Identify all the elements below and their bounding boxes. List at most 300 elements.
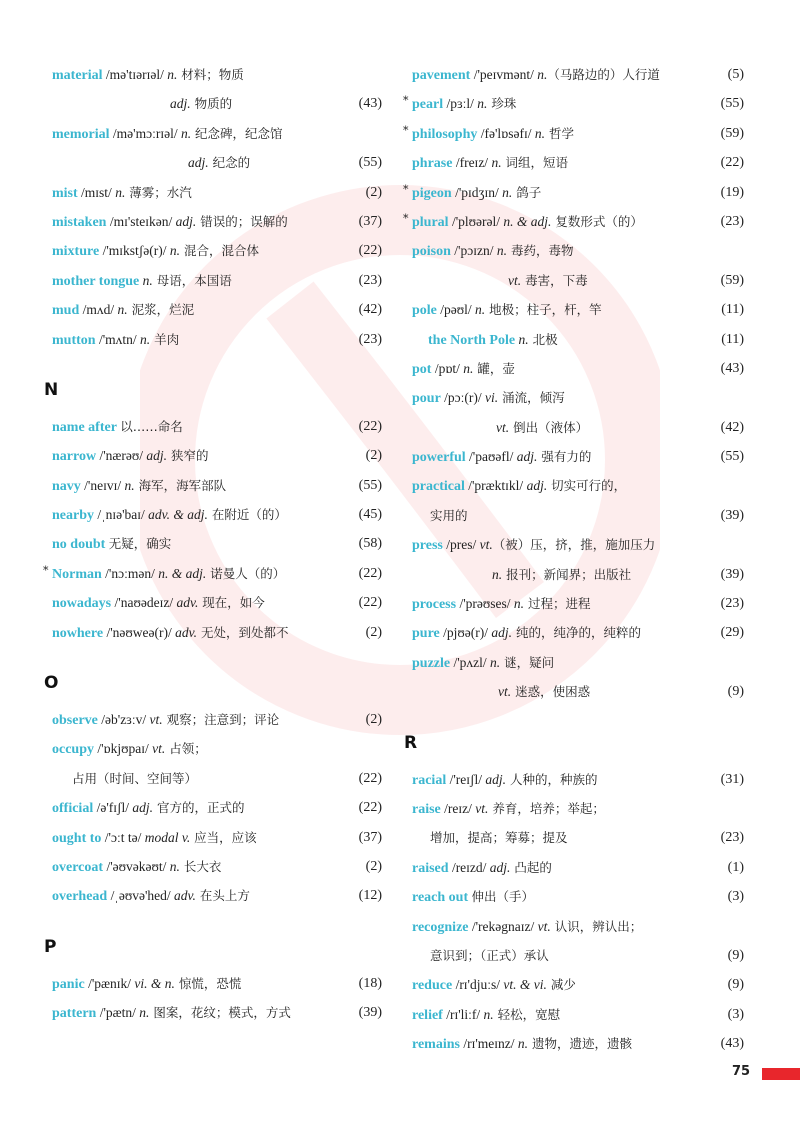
headword: overhead (52, 889, 108, 905)
section-letter-p: P (44, 936, 57, 957)
page-number: 75 (732, 1064, 751, 1079)
part-of-speech: n. (140, 331, 151, 347)
unit-reference: (22) (358, 565, 382, 581)
phonetic: /əb'zɜːv/ (97, 712, 150, 728)
phonetic: /'ɔːt tə/ (101, 829, 145, 845)
part-of-speech: vt. (479, 537, 493, 553)
unit-reference: (3) (727, 1006, 744, 1022)
phonetic: /freɪz/ (452, 155, 492, 171)
phonetic: /'præktɪkl/ (464, 478, 527, 494)
entry-continuation (412, 941, 744, 970)
part-of-speech: adj. (526, 478, 548, 494)
vocab-entry (412, 325, 744, 354)
definition: 珍珠 (487, 96, 517, 112)
part-of-speech: n. (534, 125, 545, 141)
phonetic: /pɜːl/ (443, 96, 478, 112)
part-of-speech: vt. (508, 272, 522, 288)
unit-reference: (42) (358, 302, 382, 318)
part-of-speech: vt. & vi. (503, 977, 547, 993)
headword: powerful (412, 450, 466, 466)
vocab-entry (52, 823, 382, 852)
headword: nowhere (52, 625, 104, 641)
part-of-speech: n. (518, 331, 529, 347)
vocab-entry (412, 882, 744, 911)
vocab-entry (52, 441, 382, 470)
headword: pattern (52, 1006, 97, 1022)
part-of-speech: n. (490, 654, 501, 670)
definition: 毒药，毒物 (506, 243, 574, 259)
headword: the North Pole (428, 332, 516, 348)
definition: 过程；进程 (524, 596, 591, 612)
definition: 词组，短语 (501, 155, 569, 171)
vocab-entry (403, 178, 744, 207)
vocab-entry (412, 853, 744, 882)
part-of-speech: n. (537, 67, 548, 82)
unit-reference: (43) (358, 96, 382, 112)
headword: pole (412, 303, 437, 319)
unit-reference: (3) (727, 889, 744, 905)
definition: （被）压，挤，推，施加压力 (492, 537, 656, 553)
phonetic: /'nærəʊ/ (96, 448, 147, 464)
unit-reference: (39) (720, 507, 744, 523)
headword: reduce (412, 978, 453, 994)
definition: 地极；柱子，杆，竿 (485, 302, 602, 318)
part-of-speech: adj. (489, 859, 511, 875)
definition: 薄雾；水汽 (125, 184, 192, 200)
definition: 海军，海军部队 (134, 477, 227, 493)
unit-reference: (23) (358, 272, 382, 288)
headword: racial (412, 772, 447, 788)
phonetic: /'naʊədeɪz/ (111, 595, 177, 611)
vocab-entry (412, 765, 744, 794)
definition: 无处，到处都不 (197, 624, 289, 640)
vocab-entry (412, 471, 744, 500)
part-of-speech: n. (124, 477, 135, 493)
phonetic: /mɪst/ (77, 184, 116, 200)
part-of-speech: adv. (175, 624, 198, 640)
definition: 哲学 (544, 125, 574, 141)
vocab-entry (412, 236, 744, 265)
phonetic: /ˌnɪə'baɪ/ (94, 507, 149, 523)
vocab-entry (52, 852, 382, 881)
vocab-entry (52, 588, 382, 617)
headword: mud (52, 303, 80, 319)
headword: nearby (52, 508, 94, 524)
headword: philosophy (412, 126, 478, 142)
part-of-speech: vt. (152, 741, 166, 757)
unit-reference: (23) (720, 213, 744, 229)
part-of-speech: adj. (485, 771, 507, 787)
vocab-entry (412, 618, 744, 647)
definition: 观察；注意到；评论 (162, 712, 280, 728)
part-of-speech: n. (142, 272, 153, 288)
phonetic: /'pʌzl/ (450, 654, 491, 670)
unit-reference: (22) (720, 155, 744, 171)
part-of-speech: n. (169, 858, 180, 874)
entry-continuation (412, 266, 744, 295)
part-of-speech: vi. & n. (134, 975, 175, 991)
vocab-entry (412, 648, 744, 677)
definition: 北极 (528, 331, 558, 347)
definition: 毒害，下毒 (521, 272, 588, 288)
vocab-entry (412, 530, 744, 559)
vocab-entry (52, 266, 382, 295)
part-of-speech: vt. (496, 419, 510, 435)
definition: 凸起的 (510, 859, 552, 875)
entry-continuation (52, 89, 382, 118)
unit-reference: (11) (721, 331, 744, 347)
definition: 在头上方 (195, 888, 250, 904)
unit-reference: (1) (727, 859, 744, 875)
phonetic: /pjʊə(r)/ (439, 625, 492, 641)
vocab-entry (52, 471, 382, 500)
part-of-speech: n. (513, 596, 525, 612)
unit-reference: (9) (727, 684, 744, 700)
part-of-speech: n. (492, 566, 503, 582)
part-of-speech: vt. (498, 684, 512, 700)
definition: 迷惑，使困惑 (511, 684, 591, 700)
part-of-speech: adv. (174, 888, 196, 904)
phonetic: /pres/ (442, 537, 480, 553)
definition: 切实可行的， (547, 478, 627, 494)
headword: narrow (52, 449, 97, 465)
vocab-entry (43, 559, 382, 588)
definition: 长大衣 (179, 858, 222, 874)
definition: 应当，应该 (190, 829, 257, 845)
vocab-entry (52, 325, 382, 354)
phonetic: /reɪzd/ (448, 859, 490, 875)
definition: 狭窄的 (167, 448, 209, 464)
unit-reference: (59) (720, 272, 744, 288)
unit-reference: (9) (727, 977, 744, 993)
part-of-speech: n. (517, 1036, 529, 1052)
asterisk-mark: * (403, 123, 409, 137)
section-letter-n: N (44, 379, 59, 400)
unit-reference: (5) (727, 67, 744, 82)
phonetic: /'prəʊses/ (456, 596, 514, 612)
unit-reference: (2) (365, 712, 382, 728)
headword: navy (52, 478, 81, 494)
part-of-speech: adj. (516, 449, 538, 465)
definition: 减少 (546, 977, 576, 993)
headword: relief (412, 1007, 443, 1023)
vocab-entry (52, 618, 382, 647)
headword: plural (412, 214, 449, 230)
unit-reference: (43) (720, 1036, 744, 1052)
unit-reference: (37) (358, 213, 382, 229)
headword: no doubt (52, 537, 106, 553)
part-of-speech: adj. (175, 213, 197, 229)
headword: mistaken (52, 214, 107, 230)
entry-continuation (412, 823, 744, 852)
vocab-entry (52, 119, 382, 148)
entry-continuation (412, 560, 744, 589)
part-of-speech: adj. (170, 96, 191, 112)
asterisk-mark: * (403, 94, 409, 108)
unit-reference: (18) (358, 975, 382, 991)
definition: 实用的 (430, 507, 468, 523)
headword: official (52, 801, 94, 817)
vocab-entry (52, 236, 382, 265)
unit-reference: (45) (358, 507, 382, 523)
unit-reference: (31) (720, 771, 744, 787)
vocab-entry (52, 969, 382, 998)
phonetic: /rɪ'liːf/ (442, 1006, 484, 1022)
headword: mother tongue (52, 273, 140, 289)
part-of-speech: n. & adj. (158, 565, 207, 581)
phonetic: /pɒt/ (431, 360, 464, 376)
unit-reference: (59) (720, 125, 744, 141)
unit-reference: (2) (365, 184, 382, 200)
phonetic: /'nəʊweə(r)/ (103, 624, 176, 640)
unit-reference: (9) (727, 947, 744, 963)
unit-reference: (22) (358, 800, 382, 816)
part-of-speech: n. (180, 125, 192, 141)
unit-reference: (19) (720, 184, 744, 200)
definition: 涌流，倾泻 (498, 390, 565, 406)
part-of-speech: adj. (188, 155, 209, 171)
headword: mixture (52, 244, 100, 260)
unit-reference: (23) (358, 331, 382, 347)
vocab-entry (52, 500, 382, 529)
unit-reference: (42) (720, 419, 744, 435)
definition: 增加，提高；筹募；提及 (430, 830, 568, 846)
unit-reference: (22) (358, 243, 382, 259)
phonetic: /mə'tɪərɪəl/ (102, 67, 168, 82)
phonetic: /'mɪkstʃə(r)/ (99, 243, 170, 259)
part-of-speech: n. (483, 1006, 494, 1022)
phonetic: /'reɪʃl/ (446, 771, 486, 787)
part-of-speech: vi. (485, 390, 499, 406)
unit-reference: (58) (358, 536, 382, 552)
headword: puzzle (412, 655, 451, 671)
definition: 倒出（液体） (509, 419, 589, 435)
asterisk-mark: * (403, 182, 409, 196)
phonetic: /ə'fɪʃl/ (93, 800, 133, 816)
phonetic: /pəʊl/ (436, 302, 476, 318)
definition: （马路边的）人行道 (547, 67, 660, 82)
vocab-entry (412, 148, 744, 177)
unit-reference: (55) (720, 449, 744, 465)
unit-reference: (39) (720, 566, 744, 582)
headword: pure (412, 626, 440, 642)
definition: 罐，壶 (473, 360, 515, 376)
definition: 惊慌，恐慌 (174, 975, 242, 991)
definition: 遗物，遗迹，遗骸 (528, 1036, 632, 1052)
asterisk-mark: * (403, 211, 409, 225)
section-letter-o: O (44, 673, 59, 694)
definition: 无疑，确实 (108, 536, 172, 552)
definition: 母语，本国语 (152, 272, 232, 288)
phonetic: /'paʊəfl/ (465, 449, 517, 465)
definition: 在附近（的） (207, 507, 287, 523)
vocab-entry (412, 383, 744, 412)
definition: 错误的；误解的 (196, 213, 288, 229)
vocab-entry (412, 1029, 744, 1058)
vocab-entry (403, 207, 744, 236)
phonetic: /rɪ'meɪnz/ (459, 1036, 518, 1052)
vocab-entry (52, 207, 382, 236)
headword: practical (412, 479, 465, 495)
part-of-speech: adj. (491, 625, 513, 641)
phonetic: /'pænɪk/ (84, 975, 135, 991)
headword: pigeon (412, 185, 452, 201)
entry-continuation (52, 148, 382, 177)
page-footer (732, 1064, 800, 1084)
headword: reach out (412, 890, 469, 906)
phonetic: /'peɪvmənt/ (470, 67, 538, 82)
definition: 材料；物质 (177, 67, 244, 82)
headword: material (52, 68, 103, 83)
entry-continuation (412, 413, 744, 442)
definition: 报刊；新闻界；出版社 (502, 566, 632, 582)
part-of-speech: adv. (176, 595, 199, 611)
phonetic: /'pætn/ (96, 1005, 140, 1021)
definition: 诺曼人（的） (206, 565, 286, 581)
headword: recognize (412, 919, 469, 935)
headword: raised (412, 860, 449, 876)
entry-continuation (412, 501, 744, 530)
unit-reference: (37) (358, 829, 382, 845)
phonetic: /'pɔɪzn/ (450, 243, 497, 259)
phonetic: /'pɪdʒɪn/ (451, 184, 503, 200)
definition: 羊肉 (150, 331, 180, 347)
part-of-speech: n. & adj. (503, 213, 552, 229)
part-of-speech: n. (502, 184, 513, 200)
unit-reference: (22) (358, 418, 382, 434)
part-of-speech: n. (477, 96, 488, 112)
phonetic: /'əʊvəkəʊt/ (103, 858, 170, 874)
phonetic: /reɪz/ (440, 800, 476, 816)
vocab-entry (52, 705, 382, 734)
definition: 以……命名 (120, 418, 183, 434)
definition: 意识到；（正式）承认 (430, 947, 549, 963)
headword: panic (52, 976, 85, 992)
headword: name after (52, 419, 117, 435)
vocab-entry (412, 970, 744, 999)
vocab-entry (412, 295, 744, 324)
definition: 纯的，纯净的，纯粹的 (512, 625, 642, 641)
phonetic: /mɪ'steɪkən/ (106, 213, 176, 229)
headword: observe (52, 713, 98, 729)
phonetic: /'rekəgnaɪz/ (468, 918, 538, 934)
unit-reference: (55) (358, 477, 382, 493)
vocab-entry (412, 1000, 744, 1029)
definition: 官方的，正式的 (153, 800, 245, 816)
headword: nowadays (52, 596, 112, 612)
vocab-entry (412, 912, 744, 941)
vocab-entry (52, 60, 382, 89)
vocab-entry (412, 354, 744, 383)
entry-continuation (412, 677, 744, 706)
part-of-speech: adj. (132, 800, 154, 816)
phonetic: /mʌd/ (79, 302, 118, 318)
unit-reference: (39) (358, 1005, 382, 1021)
headword: pour (412, 391, 441, 407)
definition: 复数形式（的） (551, 213, 643, 229)
definition: 谜，疑问 (500, 654, 555, 670)
definition: 图案，花纹；模式，方式 (149, 1005, 291, 1021)
page-marker-bar (762, 1068, 800, 1080)
unit-reference: (2) (365, 624, 382, 640)
definition: 认识，辨认出； (550, 918, 643, 934)
vocab-entry (412, 60, 744, 89)
headword: raise (412, 801, 441, 817)
phonetic: /rɪ'djuːs/ (452, 977, 504, 993)
definition: 伸出（手） (471, 889, 535, 905)
headword: pot (412, 361, 432, 377)
headword: mist (52, 185, 78, 201)
part-of-speech: n. (496, 243, 507, 259)
asterisk-mark: * (43, 563, 49, 577)
part-of-speech: vt. (537, 918, 551, 934)
unit-reference: (55) (358, 155, 382, 171)
definition: 鸽子 (512, 184, 542, 200)
right-column (403, 60, 744, 1059)
vocab-entry (52, 881, 382, 910)
vocab-entry (403, 119, 744, 148)
definition: 人种的，种族的 (506, 771, 598, 787)
definition: 占用（时间、空间等） (72, 770, 198, 786)
definition: 占领； (165, 741, 207, 757)
vocab-entry (52, 793, 382, 822)
vocab-entry (52, 295, 382, 324)
unit-reference: (22) (358, 595, 382, 611)
vocab-entry (412, 589, 744, 618)
headword: phrase (412, 156, 453, 172)
part-of-speech: n. (463, 360, 474, 376)
definition: 现在，如今 (198, 595, 265, 611)
unit-reference: (23) (720, 596, 744, 612)
part-of-speech: n. (475, 302, 486, 318)
part-of-speech: n. (491, 155, 502, 171)
part-of-speech: n. (169, 243, 180, 259)
definition: 混合，混合体 (179, 243, 259, 259)
headword: poison (412, 244, 451, 260)
vocab-entry (52, 998, 382, 1027)
definition: 强有力的 (537, 449, 592, 465)
vocab-entry (52, 529, 382, 558)
entry-continuation (52, 764, 382, 793)
left-column (43, 60, 382, 1028)
part-of-speech: adj. (146, 448, 168, 464)
phonetic: /'nɔːmən/ (101, 565, 159, 581)
headword: ought to (52, 830, 102, 846)
part-of-speech: vt. (149, 712, 163, 728)
vocab-entry (52, 178, 382, 207)
headword: remains (412, 1037, 460, 1053)
part-of-speech: n. (117, 302, 128, 318)
part-of-speech: n. (115, 184, 126, 200)
phonetic: /'neɪvɪ/ (80, 477, 125, 493)
definition: 养育，培养；举起； (488, 800, 605, 816)
headword: occupy (52, 742, 94, 758)
vocab-entry (412, 794, 744, 823)
unit-reference: (12) (358, 888, 382, 904)
part-of-speech: vt. (475, 800, 489, 816)
phonetic: /'mʌtn/ (95, 331, 140, 347)
unit-reference: (11) (721, 302, 744, 318)
phonetic: /ˌəʊvə'hed/ (107, 888, 175, 904)
headword: Norman (52, 566, 102, 582)
part-of-speech: modal v. (144, 829, 191, 845)
unit-reference: (2) (365, 448, 382, 464)
vocab-entry (403, 89, 744, 118)
headword: press (412, 538, 443, 554)
definition: 纪念碑，纪念馆 (191, 125, 283, 141)
phonetic: /'plʊərəl/ (448, 213, 504, 229)
headword: process (412, 597, 457, 613)
